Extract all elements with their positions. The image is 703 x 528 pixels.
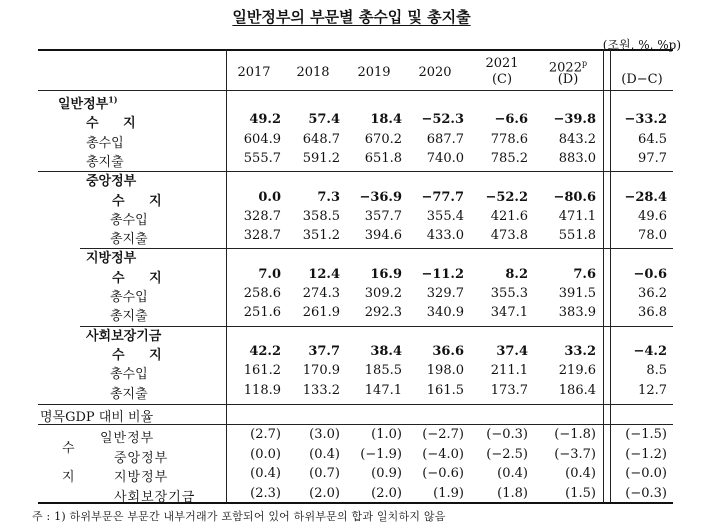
footnote-mark: 1) bbox=[108, 94, 118, 105]
gdp-value-cell: (1.9) bbox=[433, 485, 464, 501]
gdp-value-cell: (−0.3) bbox=[486, 427, 528, 442]
value-cell: 33.2 bbox=[564, 343, 596, 359]
gdp-diff-cell: (−1.5) bbox=[625, 427, 667, 442]
diff-cell: −33.2 bbox=[624, 112, 667, 128]
row-label: 총수입 bbox=[110, 367, 148, 383]
gdp-value-cell: (−2.7) bbox=[422, 427, 464, 442]
value-cell: 309.2 bbox=[364, 286, 402, 301]
year-header: 2020 bbox=[418, 65, 452, 80]
gdp-row-label: 일반정부 bbox=[100, 431, 155, 446]
row-label: 총지출 bbox=[110, 232, 148, 248]
year-sub-2022: (D) bbox=[557, 72, 579, 87]
gdp-value-cell: (−2.5) bbox=[486, 446, 528, 462]
value-cell: 37.4 bbox=[496, 343, 528, 359]
value-cell: −39.8 bbox=[553, 112, 596, 128]
year-header: 2018 bbox=[296, 65, 330, 80]
value-cell: 173.7 bbox=[490, 382, 528, 398]
diff-header: (D−C) bbox=[621, 72, 663, 87]
gdp-value-cell: (1.0) bbox=[371, 427, 402, 442]
row-label: 수 지 bbox=[86, 116, 146, 132]
row-label: 총지출 bbox=[86, 154, 124, 170]
value-cell: 219.6 bbox=[558, 363, 596, 379]
value-cell: 355.4 bbox=[426, 208, 464, 224]
value-cell: 351.2 bbox=[302, 228, 340, 244]
column-rule bbox=[226, 49, 227, 502]
value-cell: 740.0 bbox=[426, 150, 464, 166]
gdp-value-cell: (0.4) bbox=[565, 466, 596, 481]
value-cell: 7.3 bbox=[317, 189, 340, 205]
year-header: 2017 bbox=[237, 65, 271, 80]
section-name-text: 일반정부 bbox=[58, 97, 109, 112]
value-cell: 12.4 bbox=[308, 266, 340, 282]
gdp-side-label-2: 지 bbox=[62, 470, 75, 485]
diff-cell: 64.5 bbox=[638, 131, 667, 147]
row-label: 총수입 bbox=[86, 135, 124, 151]
value-cell: 555.7 bbox=[243, 150, 281, 166]
gdp-value-cell: (−1.8) bbox=[554, 427, 596, 442]
value-cell: 258.6 bbox=[243, 286, 281, 301]
value-cell: 383.9 bbox=[558, 305, 596, 321]
value-cell: 604.9 bbox=[243, 131, 281, 147]
value-cell: 421.6 bbox=[490, 208, 528, 224]
diff-cell: −0.6 bbox=[633, 266, 667, 282]
value-cell: 16.9 bbox=[370, 266, 402, 282]
diff-cell: 97.7 bbox=[638, 150, 667, 166]
gdp-ratio-header: 명목GDP 대비 비율 bbox=[40, 410, 154, 425]
value-cell: 358.5 bbox=[302, 208, 340, 224]
value-cell: 118.9 bbox=[243, 382, 281, 398]
value-cell: −80.6 bbox=[553, 189, 596, 205]
value-cell: 251.6 bbox=[243, 305, 281, 321]
gdp-side-label-1: 수 bbox=[62, 441, 75, 456]
value-cell: 170.9 bbox=[302, 363, 340, 379]
gdp-value-cell: (−0.6) bbox=[422, 466, 464, 481]
gdp-row-label: 중앙정부 bbox=[114, 450, 169, 466]
diff-cell: 8.5 bbox=[646, 363, 667, 379]
diff-cell: 36.2 bbox=[638, 286, 667, 301]
rule bbox=[80, 248, 673, 249]
gdp-value-cell: (−3.7) bbox=[554, 446, 596, 462]
year-header: 2019 bbox=[357, 65, 391, 80]
section-name-text: 사회보장기금 bbox=[86, 328, 162, 344]
value-cell: 883.0 bbox=[558, 150, 596, 166]
row-label: 수 지 bbox=[112, 270, 172, 286]
value-cell: 185.5 bbox=[364, 363, 402, 379]
value-cell: 8.2 bbox=[505, 266, 528, 282]
gdp-value-cell: (2.3) bbox=[250, 485, 281, 501]
gdp-value-cell: (0.4) bbox=[250, 466, 281, 481]
section-name bbox=[86, 170, 136, 189]
year-2022-prelim-mark: p bbox=[581, 59, 588, 68]
value-cell: 7.0 bbox=[258, 266, 281, 282]
value-cell: 648.7 bbox=[302, 131, 340, 147]
value-cell: 37.7 bbox=[308, 343, 340, 359]
section-name-text: 중앙정부 bbox=[86, 174, 137, 190]
gdp-value-cell: (0.9) bbox=[371, 466, 402, 481]
value-cell: 49.2 bbox=[249, 112, 281, 128]
year-header-2021: 2021 bbox=[485, 56, 519, 71]
value-cell: −77.7 bbox=[421, 189, 464, 205]
value-cell: 18.4 bbox=[370, 112, 402, 128]
gdp-value-cell: (3.0) bbox=[309, 427, 340, 442]
rule bbox=[38, 49, 673, 51]
value-cell: 36.6 bbox=[432, 343, 464, 359]
rule bbox=[38, 502, 673, 504]
value-cell: 186.4 bbox=[558, 382, 596, 398]
row-label: 총수입 bbox=[110, 290, 148, 305]
value-cell: 433.0 bbox=[426, 228, 464, 244]
value-cell: 785.2 bbox=[490, 150, 528, 166]
value-cell: 551.8 bbox=[558, 228, 596, 244]
value-cell: 42.2 bbox=[249, 343, 281, 359]
value-cell: −11.2 bbox=[421, 266, 464, 282]
value-cell: 357.7 bbox=[364, 208, 402, 224]
gdp-value-cell: (0.0) bbox=[250, 446, 281, 462]
row-label: 총지출 bbox=[110, 309, 148, 325]
value-cell: 340.9 bbox=[426, 305, 464, 321]
gdp-diff-cell: (−0.0) bbox=[625, 466, 667, 481]
diff-cell: 36.8 bbox=[638, 305, 667, 321]
gdp-value-cell: (1.8) bbox=[497, 485, 528, 501]
section-name bbox=[86, 247, 136, 266]
rule bbox=[38, 424, 673, 425]
value-cell: 57.4 bbox=[308, 112, 340, 128]
column-rule bbox=[603, 49, 604, 502]
gdp-value-cell: (−4.0) bbox=[422, 446, 464, 462]
value-cell: 0.0 bbox=[258, 189, 281, 205]
diff-cell: 12.7 bbox=[638, 382, 667, 398]
gdp-diff-cell: (−0.3) bbox=[625, 485, 667, 501]
section-name-text: 지방정부 bbox=[86, 251, 137, 267]
value-cell: 651.8 bbox=[364, 150, 402, 166]
value-cell: 147.1 bbox=[364, 382, 402, 398]
year-sub-2021: (C) bbox=[491, 72, 513, 87]
value-cell: 391.5 bbox=[558, 286, 596, 301]
rule bbox=[38, 90, 673, 91]
gdp-value-cell: (2.0) bbox=[371, 485, 402, 501]
value-cell: 261.9 bbox=[302, 305, 340, 321]
rule bbox=[38, 404, 673, 405]
value-cell: 394.6 bbox=[364, 228, 402, 244]
row-label: 수 지 bbox=[112, 347, 172, 363]
value-cell: −6.6 bbox=[494, 112, 528, 128]
year-2022-text: 2022 bbox=[548, 60, 582, 76]
gdp-value-cell: (−1.9) bbox=[360, 446, 402, 462]
value-cell: 133.2 bbox=[302, 382, 340, 398]
gdp-row-label: 사회보장기금 bbox=[114, 489, 196, 505]
value-cell: 274.3 bbox=[302, 286, 340, 301]
unit-label: (조원, %, %p) bbox=[602, 38, 681, 52]
value-cell: 347.1 bbox=[490, 305, 528, 321]
value-cell: 687.7 bbox=[426, 131, 464, 147]
value-cell: −52.3 bbox=[421, 112, 464, 128]
value-cell: 670.2 bbox=[364, 131, 402, 147]
gdp-value-cell: (2.7) bbox=[250, 427, 281, 442]
gdp-diff-cell: (−1.2) bbox=[625, 446, 667, 462]
value-cell: 328.7 bbox=[243, 228, 281, 244]
diff-cell: −28.4 bbox=[624, 189, 667, 205]
gdp-value-cell: (2.0) bbox=[309, 485, 340, 501]
row-label: 총지출 bbox=[110, 386, 148, 402]
value-cell: 473.8 bbox=[490, 228, 528, 244]
value-cell: −52.2 bbox=[485, 189, 528, 205]
value-cell: 329.7 bbox=[426, 286, 464, 301]
section-name bbox=[86, 325, 161, 344]
value-cell: 211.1 bbox=[490, 363, 528, 379]
table-title: 일반정부의 부문별 총수입 및 총지출 bbox=[232, 8, 471, 26]
value-cell: 161.5 bbox=[426, 382, 464, 398]
value-cell: 198.0 bbox=[426, 363, 464, 379]
gdp-row-label: 지방정부 bbox=[114, 470, 169, 485]
value-cell: 778.6 bbox=[490, 131, 528, 147]
gdp-value-cell: (0.4) bbox=[497, 466, 528, 481]
value-cell: 7.6 bbox=[573, 266, 596, 282]
gdp-value-cell: (1.5) bbox=[565, 485, 596, 501]
value-cell: 591.2 bbox=[302, 150, 340, 166]
row-label: 총수입 bbox=[110, 212, 148, 228]
diff-cell: 78.0 bbox=[638, 228, 667, 244]
gdp-value-cell: (0.4) bbox=[309, 446, 340, 462]
value-cell: 471.1 bbox=[558, 208, 596, 224]
value-cell: 328.7 bbox=[243, 208, 281, 224]
footnote: 주 : 1) 하위부문은 부문간 내부거래가 포함되어 있어 하위부문의 합과 일치하지 않음 bbox=[32, 510, 446, 523]
diff-cell: 49.6 bbox=[638, 208, 667, 224]
diff-cell: −4.2 bbox=[633, 343, 667, 359]
value-cell: 38.4 bbox=[370, 343, 402, 359]
value-cell: −36.9 bbox=[359, 189, 402, 205]
row-label: 수 지 bbox=[112, 193, 172, 209]
value-cell: 843.2 bbox=[558, 131, 596, 147]
value-cell: 292.3 bbox=[364, 305, 402, 321]
gdp-value-cell: (0.7) bbox=[309, 466, 340, 481]
value-cell: 161.2 bbox=[243, 363, 281, 379]
value-cell: 355.3 bbox=[490, 286, 528, 301]
rule bbox=[80, 326, 673, 327]
column-rule bbox=[610, 49, 611, 502]
section-name bbox=[58, 93, 118, 112]
